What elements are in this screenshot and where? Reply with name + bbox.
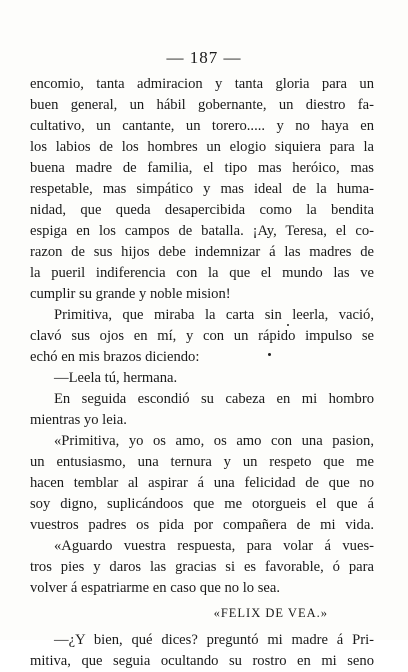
text-line: echó en mis brazos diciendo: <box>30 349 200 365</box>
text-line: «Aguardo vuestra respuesta, para volar á vues- <box>54 538 374 554</box>
text-line: En seguida escondió su cabeza en mi hombro <box>54 391 374 407</box>
text-line: un entusiasmo, una ternura y un respeto que me <box>30 454 374 470</box>
text-line: buen general, un hábil gobernante, un diestro fa- <box>30 97 374 113</box>
text-line: buena madre de familia, el tipo mas heróico, mas <box>30 160 374 176</box>
text-line: volver á espatriarme en caso que no lo sea. <box>30 580 281 596</box>
body-text <box>30 74 374 672</box>
text-line: —¿Y bien, qué dices? preguntó mi madre á Pri- <box>54 632 374 648</box>
text-line: —Leela tú, hermana. <box>54 370 178 386</box>
page-number: — 187 — <box>166 48 242 67</box>
text-line: cumplir su grande y noble mision! <box>30 286 231 302</box>
text-line: razon de sus hijos debe indemnizar á las madres de <box>30 244 374 260</box>
ink-speck <box>287 324 289 326</box>
text-line: encomio, tanta admiracion y tanta gloria para un <box>30 76 374 92</box>
text-line: vuestros padres os pida por compañera de mi vida. <box>30 517 374 533</box>
text-line: clavó sus ojos en mí, y con un rápido impulso se <box>30 328 374 344</box>
closing-paragraph <box>30 630 374 672</box>
text-line: hacen temblar al aspirar á una felicidad de que no <box>30 475 374 491</box>
text-line: respetable, mas simpático y mas ideal de la huma- <box>30 181 374 197</box>
text-line: cultativo, un cantante, un torero..... y no haya en <box>30 118 374 134</box>
main-paragraphs <box>30 74 374 599</box>
text-line: tros pies y daros las gracias si es favorable, ó para <box>30 559 374 575</box>
text-line: «Primitiva, yo os amo, os amo con una pasion, <box>54 433 374 449</box>
text-line: los labios de los hombres un elogio siquiera para la <box>30 139 374 155</box>
letter-signature: «FELIX DE VEA.» <box>213 606 328 620</box>
text-line: espiga en los campos de batalla. ¡Ay, Teresa, el co- <box>30 223 374 239</box>
text-line: mitiva, que seguia ocultando su rostro en mi seno <box>30 653 374 669</box>
ink-speck <box>268 353 271 356</box>
text-line: mientras yo leia. <box>30 412 127 428</box>
text-line: Primitiva, que miraba la carta sin leerla, vació, <box>54 307 374 323</box>
text-line: nidad, que queda desapercibida como la bendita <box>30 202 374 218</box>
text-line: la pueril indiferencia con la que el mundo las ve <box>30 265 374 281</box>
text-line: soy digno, suplicándoos que me otorgueis el que á <box>30 496 374 512</box>
